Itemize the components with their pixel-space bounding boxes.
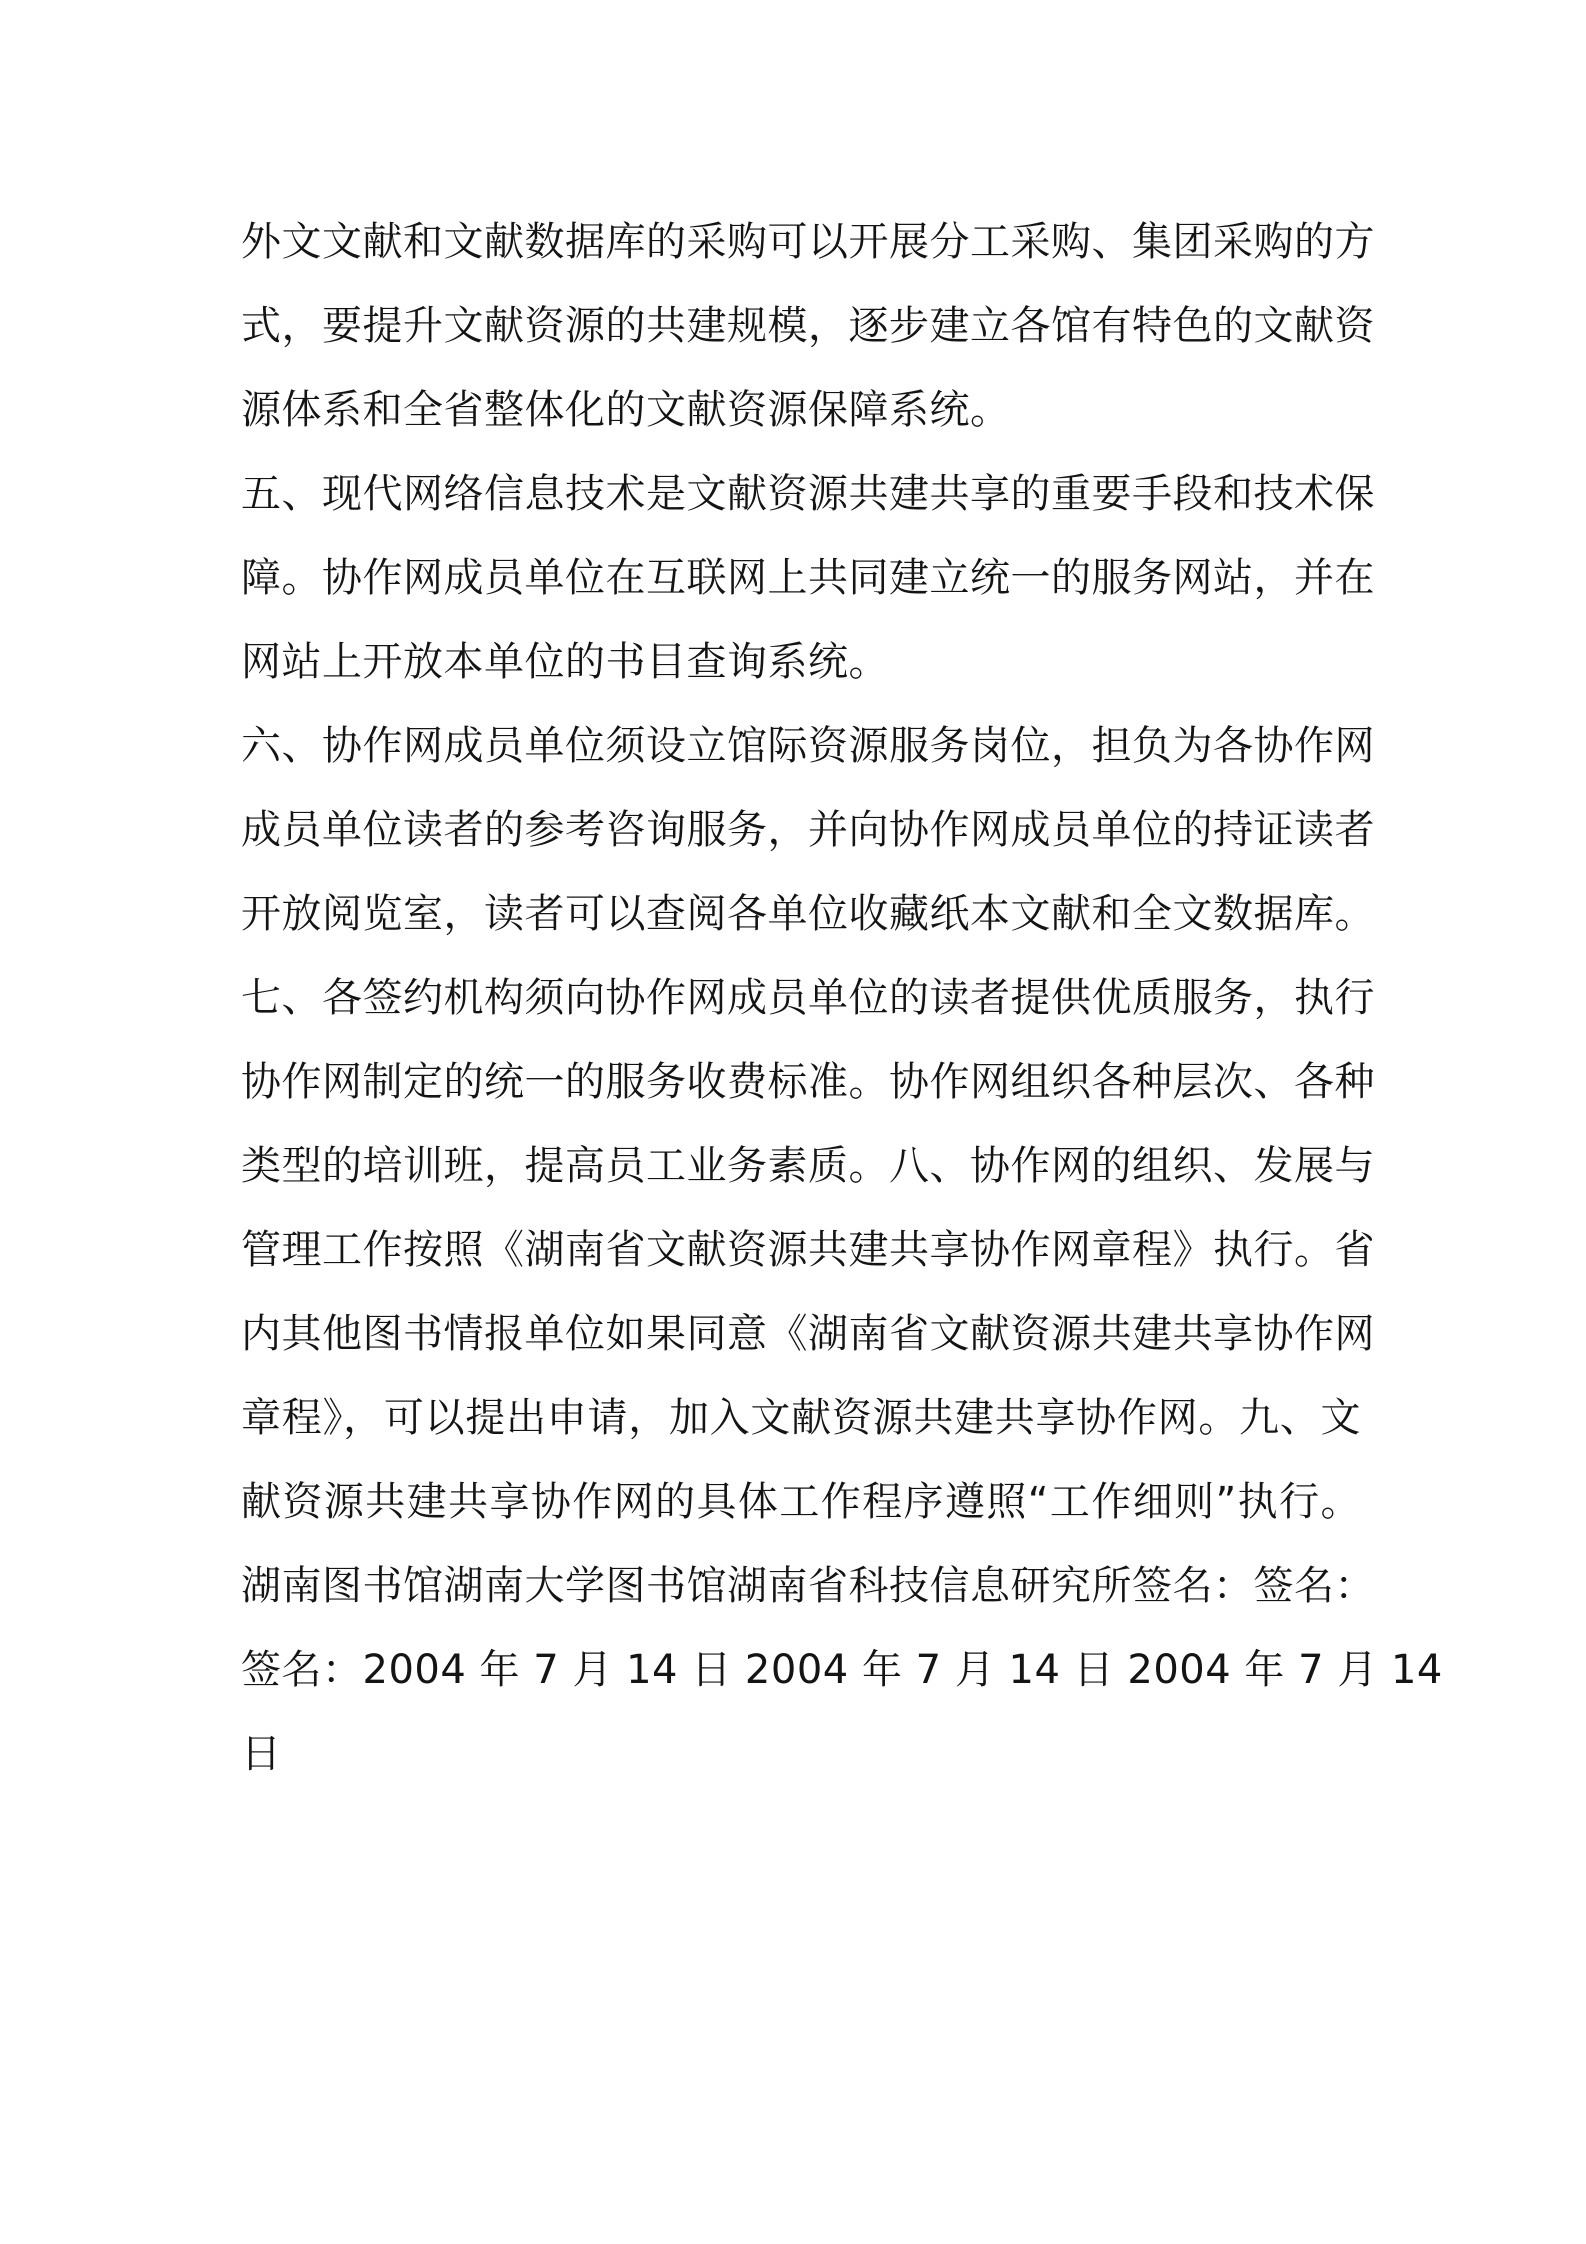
text-line: 章程》，可以提出申请，加入文献资源共建共享协作网。九、文 [241,1395,1361,1441]
text-line: 源体系和全省整体化的文献资源保障系统。 [241,387,1011,433]
text-line: 五、现代网络信息技术是文献资源共建共享的重要手段和技术保 [241,471,1375,517]
text-line: 内其他图书情报单位如果同意《湖南省文献资源共建共享协作网 [241,1311,1375,1357]
document-body [241,200,1443,1796]
text-line: 类型的培训班，提高员工业务素质。八、协作网的组织、发展与 [241,1143,1375,1189]
date-line: 签名：2004 年 7 月 14 日 2004 年 7 月 14 日 2004 年 7 月 14 [241,1647,1443,1693]
text-line: 障。协作网成员单位在互联网上共同建立统一的服务网站，并在 [241,555,1375,601]
text-line: 七、各签约机构须向协作网成员单位的读者提供优质服务，执行 [241,975,1375,1021]
signature-line: 湖南图书馆湖南大学图书馆湖南省科技信息研究所签名：签名： [241,1563,1375,1609]
text-line: 成员单位读者的参考咨询服务，并向协作网成员单位的持证读者 [241,807,1375,853]
text-line: 协作网制定的统一的服务收费标准。协作网组织各种层次、各种 [241,1059,1375,1105]
text-line: 六、协作网成员单位须设立馆际资源服务岗位，担负为各协作网 [241,723,1375,769]
text-line: 开放阅览室，读者可以查阅各单位收藏纸本文献和全文数据库。 [241,891,1375,937]
text-line: 外文文献和文献数据库的采购可以开展分工采购、集团采购的方 [241,219,1375,265]
text-line: 献资源共建共享协作网的具体工作程序遵照“工作细则”执行。 [241,1479,1361,1525]
text-line: 式，要提升文献资源的共建规模，逐步建立各馆有特色的文献资 [241,303,1375,349]
text-line: 网站上开放本单位的书目查询系统。 [241,639,889,685]
text-line: 管理工作按照《湖南省文献资源共建共享协作网章程》执行。省 [241,1227,1375,1273]
date-line: 日 [241,1731,282,1777]
